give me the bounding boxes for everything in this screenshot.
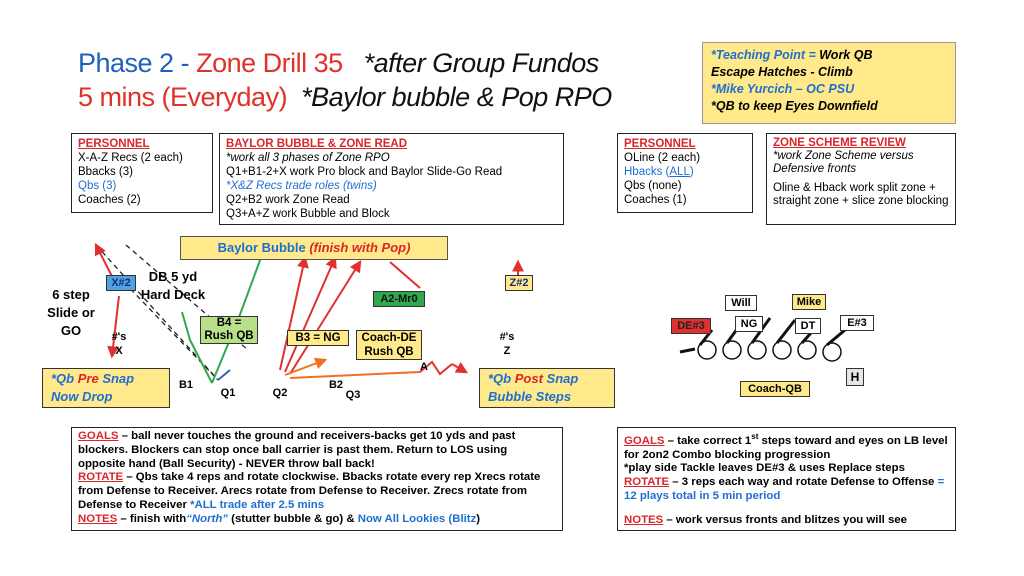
qb-post-a: *Qb (488, 371, 515, 386)
title-phase: Phase 2 - (78, 48, 197, 78)
oline-group (698, 341, 841, 361)
six-step-label: 6 step Slide or GO (47, 287, 95, 338)
qb-post-c: Snap Bubble Steps (488, 371, 579, 404)
notes-left-north: “North” (186, 512, 228, 525)
goals-left-box (71, 427, 563, 531)
block-arrow (827, 330, 845, 345)
baylor-q2: Q2+B2 work Zone Read (226, 194, 350, 206)
goals-right-box (617, 427, 956, 531)
rotate-right-plays: = 12 plays total in 5 min period (624, 476, 945, 502)
notes-left-text2: (stutter bubble & go) & (228, 512, 358, 525)
oline-player (798, 341, 816, 359)
b1-label: B1 (178, 379, 194, 391)
qb-pre-snap-box (42, 368, 170, 408)
teaching-point-label: *Teaching Point = (711, 48, 820, 62)
z-numbers-label: #'s Z (499, 331, 515, 357)
will-tag: Will (725, 295, 757, 311)
a-arrow (452, 364, 466, 372)
block-arrow (680, 349, 695, 352)
q1-label: Q1 (220, 387, 236, 399)
baylor-phases: *work all 3 phases of Zone RPO (226, 152, 390, 164)
de3-tag: DE#3 (671, 318, 711, 334)
ng-tag: NG (735, 316, 763, 332)
zone-review-l1: *work Zone Scheme versus Defensive fronts (773, 150, 914, 175)
baylor-q1: Q1+B1-2+X work Pro block and Baylor Slide-Go Read (226, 166, 503, 178)
personnel-left-qbs: Qbs (3) (78, 180, 117, 192)
qb-post-snap-box (479, 368, 615, 408)
goals-right-sup: st (751, 432, 759, 441)
personnel-right-all: ALL (669, 166, 690, 178)
notes-left-text: – finish with (117, 512, 187, 525)
personnel-left-coaches: Coaches (2) (78, 194, 141, 206)
b2-label: B2 (328, 379, 344, 391)
q1-mark (218, 370, 230, 380)
b4-tag: B4 = Rush QB (200, 316, 258, 344)
dt-tag: DT (795, 318, 821, 334)
rotate-left-text: – Qbs take 4 reps and rotate clockwise. Bbacks rotate every rep Xrecs rotate from Defense to Receiver. Arecs rotate from Defense to Receiver. Zrecs rotate from Defense to Receiver (78, 471, 541, 511)
personnel-right-close: ) (689, 166, 694, 178)
teaching-escape: Escape Hatches - Climb (711, 65, 853, 79)
goals-right-l2: *play side Tackle leaves DE#3 & uses Replace steps (624, 462, 905, 475)
title-after: *after Group Fundos (363, 48, 599, 78)
qb-post-b: Post (514, 371, 543, 386)
coach-qb-tag: Coach-QB (740, 381, 810, 397)
goals-right-t1: – take correct 1 (664, 434, 752, 447)
block-arrow (777, 320, 795, 343)
title-drill: Zone Drill 35 (196, 48, 343, 78)
title-rpo: *Baylor bubble & Pop RPO (301, 82, 612, 112)
qb-pre-b: Pre (77, 371, 99, 386)
personnel-left-recs: X-A-Z Recs (2 each) (78, 152, 183, 164)
teaching-eyes: *QB to keep Eyes Downfield (711, 99, 878, 113)
goals-right-head: GOALS (624, 434, 665, 447)
personnel-right-hbacks: Hbacks ( (624, 166, 670, 178)
baylor-finish-text: (finish with Pop) (309, 240, 411, 255)
e3-tag: E#3 (840, 315, 874, 331)
q3-label: Q3 (345, 389, 361, 401)
teaching-point-value: Work QB (819, 48, 873, 62)
coach-de-tag: Coach-DE Rush QB (356, 330, 422, 360)
baylor-bubble-label (180, 236, 448, 260)
teaching-coach: *Mike Yurcich – OC PSU (711, 82, 855, 96)
q2-label: Q2 (272, 387, 288, 399)
personnel-left-bbacks: Bbacks (3) (78, 166, 133, 178)
personnel-right-head: PERSONNEL (624, 138, 696, 150)
rotate-left-trade: *ALL trade after 2.5 mins (190, 498, 325, 511)
baylor-q3: Q3+A+Z work Bubble and Block (226, 208, 390, 220)
oline-player (773, 341, 791, 359)
pitch-line (285, 360, 325, 375)
b3-tag: B3 = NG (287, 330, 349, 346)
x-numbers-label: #'s X (111, 331, 127, 357)
rotate-right-head: ROTATE (624, 476, 670, 489)
mike-tag: Mike (792, 294, 826, 310)
baylor-trade: *X&Z Recs trade roles (twins) (226, 180, 377, 192)
qb-pre-c: Snap Now Drop (51, 371, 135, 404)
personnel-right-qbs: Qbs (none) (624, 180, 682, 192)
title-mins: 5 mins (Everyday) (78, 82, 288, 112)
zone-review-head: ZONE SCHEME REVIEW (773, 137, 906, 149)
goals-right-t2: steps toward and eyes on LB level for 2on2 Combo blocking progression (624, 434, 948, 461)
personnel-right-coaches: Coaches (1) (624, 194, 687, 206)
z2-marker: Z#2 (505, 275, 533, 291)
notes-left-end: ) (476, 512, 481, 525)
personnel-left-head: PERSONNEL (78, 138, 150, 150)
notes-right-head: NOTES (624, 513, 664, 526)
notes-right-text: – work versus fronts and blitzes you will see (663, 513, 907, 526)
personnel-right-oline: OLine (2 each) (624, 152, 701, 164)
oline-player (748, 341, 766, 359)
notes-left-head: NOTES (78, 512, 118, 525)
a-label: A (420, 361, 428, 373)
db-deck-label: DB 5 yd Hard Deck (140, 269, 206, 302)
h-tag: H (846, 368, 864, 386)
goals-left-head: GOALS (78, 430, 119, 442)
rotate-right-text: – 3 reps each way and rotate Defense to Offense (669, 476, 938, 489)
bubble-line (290, 372, 420, 378)
oline-player (823, 343, 841, 361)
a-route (390, 262, 420, 288)
a2-marker: A2-Mr0 (373, 291, 425, 307)
baylor-head: BAYLOR BUBBLE & ZONE READ (226, 138, 408, 150)
notes-left-lookies: Now All Lookies (Blitz (357, 512, 477, 525)
x2-marker: X#2 (106, 275, 136, 291)
zone-review-l2: Oline & Hback work split zone + straight zone + slice zone blocking (773, 182, 949, 207)
qb-pre-a: *Qb (51, 371, 78, 386)
baylor-bubble-text: Baylor Bubble (217, 240, 310, 255)
oline-player (723, 341, 741, 359)
goals-left-text: – ball never touches the ground and receivers-backs get 10 yds and past blockers. Blockers can stop once ball carrier is past them. Return to LOS using opposite hand (Ball Security) - NEVER throw ball back! (78, 430, 516, 470)
rotate-left-head: ROTATE (78, 471, 124, 484)
